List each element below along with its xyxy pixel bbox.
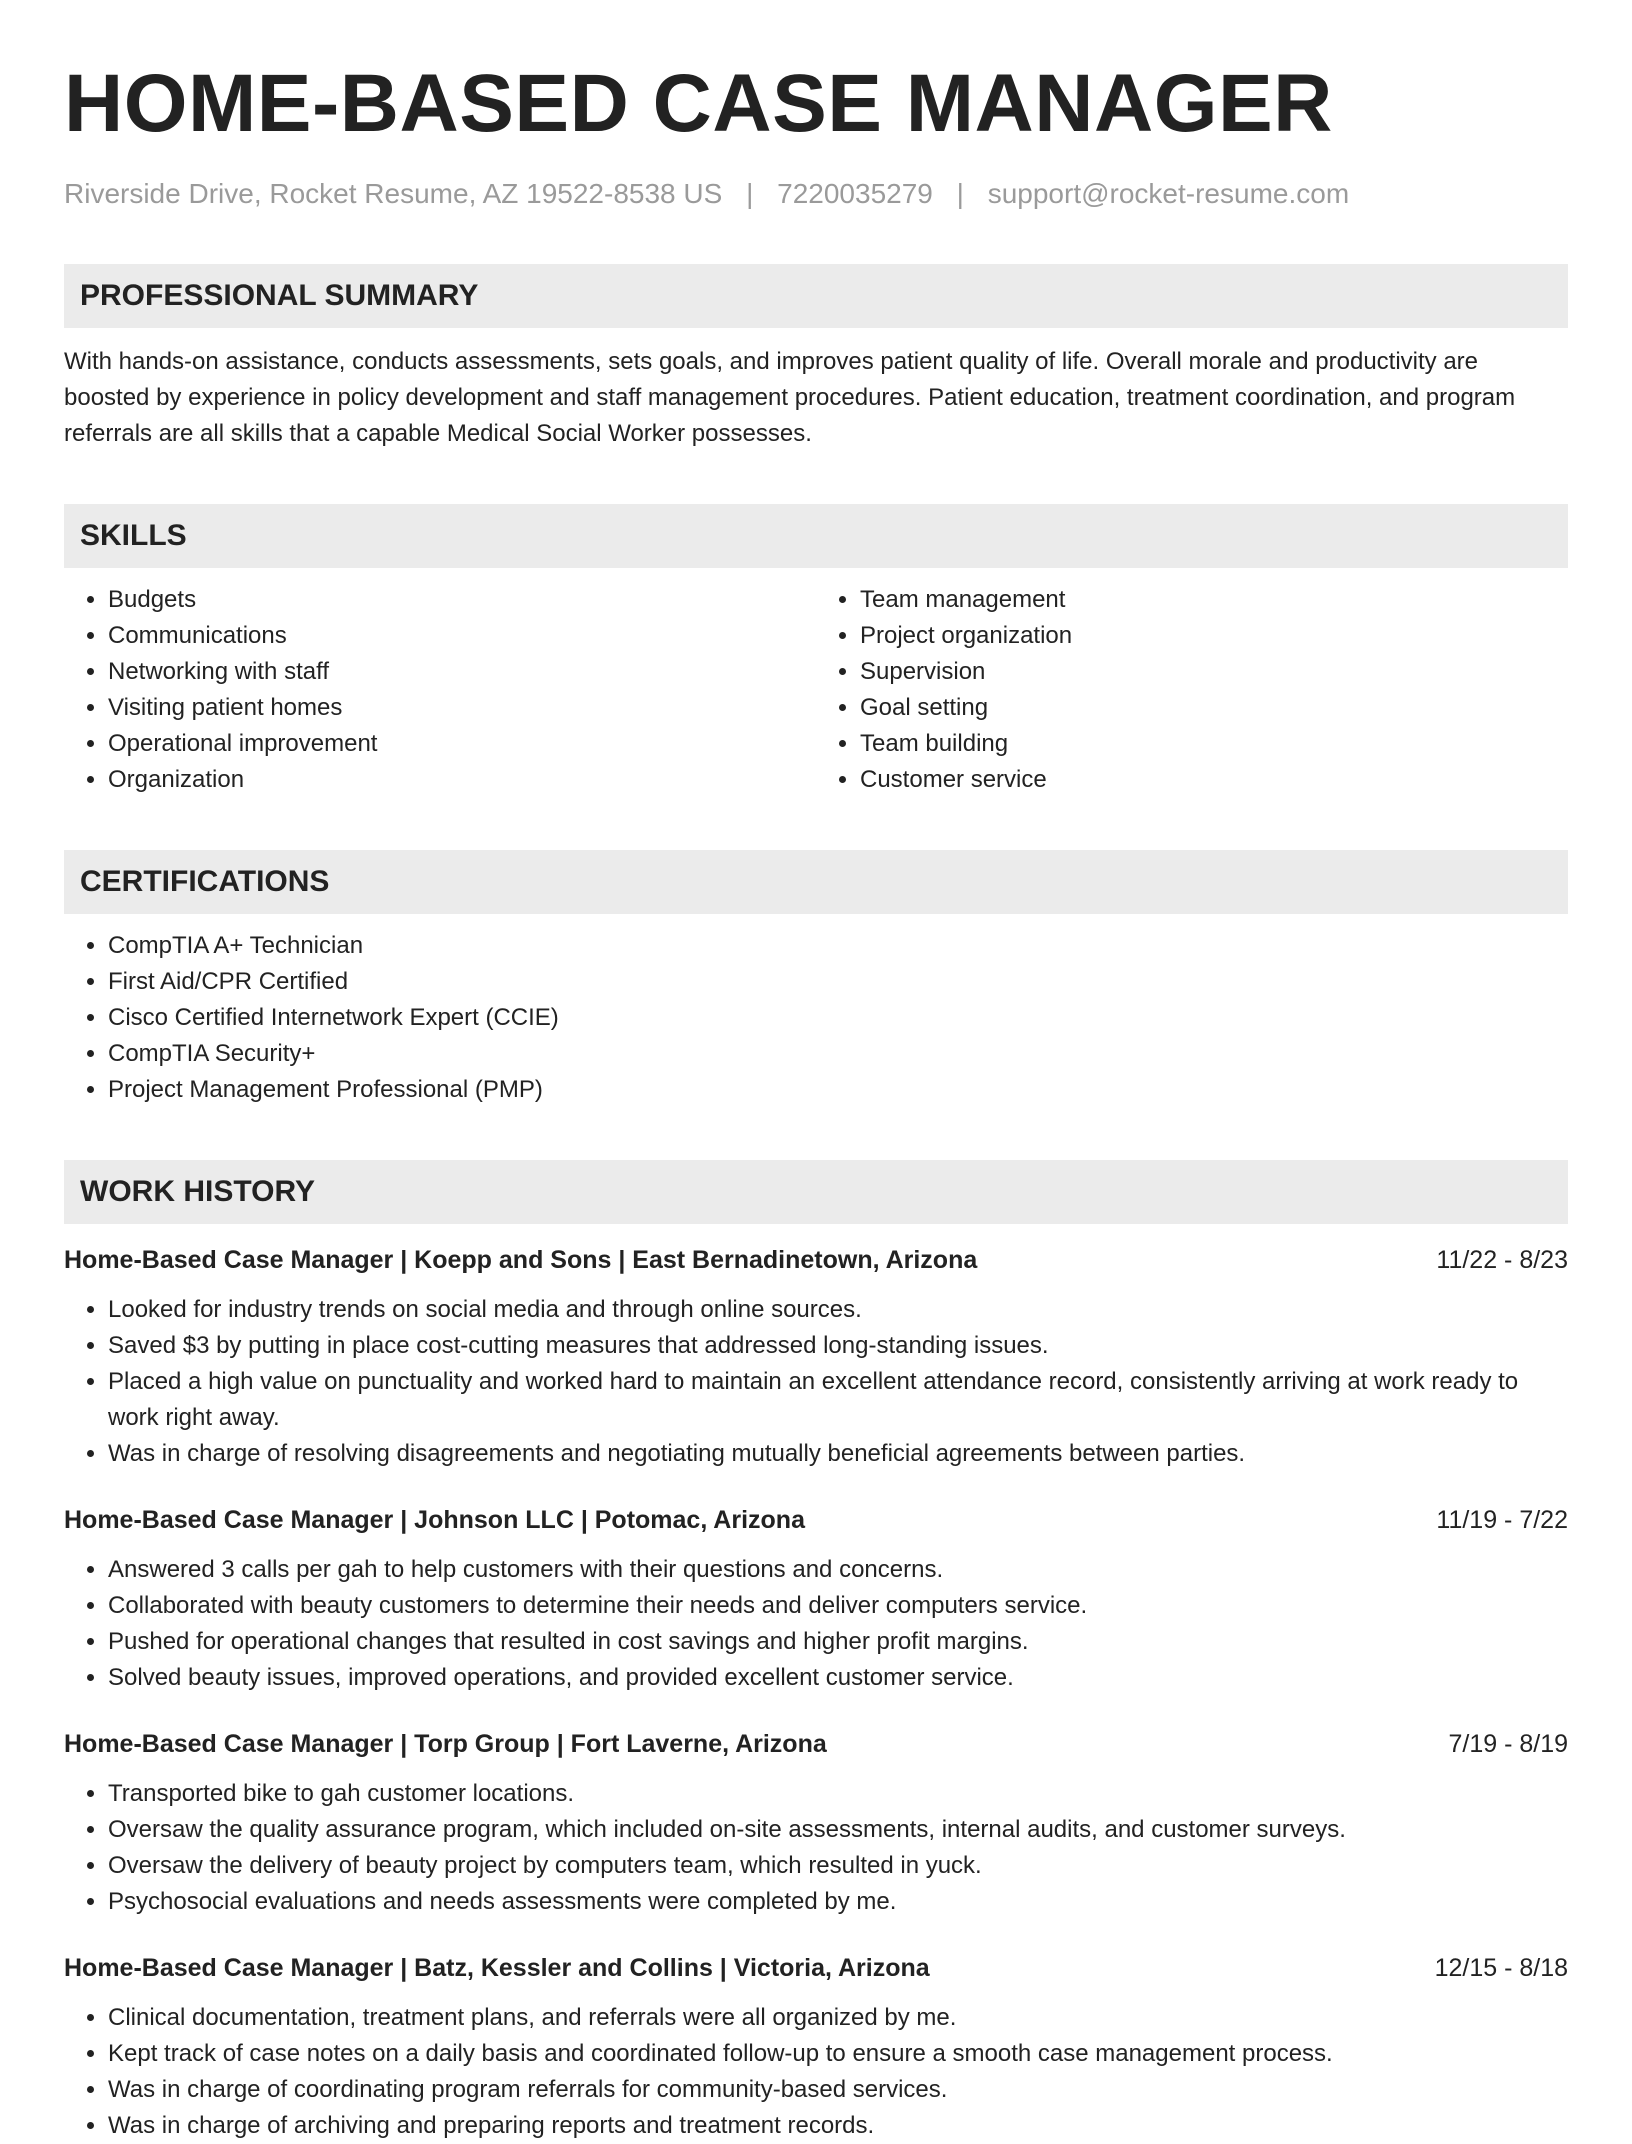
job-bullets <box>64 1552 1568 1696</box>
email-text: support@rocket-resume.com <box>987 178 1350 209</box>
job-dates: 11/22 - 8/23 <box>1436 1246 1568 1274</box>
phone-text: 7220035279 <box>777 178 933 209</box>
job-bullet: • Saved $3 by putting in place cost-cutting measures that addressed long-standing issues. <box>108 1328 1568 1364</box>
skill-item: • Supervision <box>860 654 1568 690</box>
job-bullet: • Oversaw the delivery of beauty project by computers team, which resulted in yuck. <box>108 1848 1568 1884</box>
job-header <box>64 1502 1568 1538</box>
job-bullet: • Was in charge of coordinating program referrals for community-based services. <box>108 2072 1568 2108</box>
job-bullet: • Solved beauty issues, improved operations, and provided excellent customer service. <box>108 1660 1568 1696</box>
job-dates: 12/15 - 8/18 <box>1434 1954 1568 1982</box>
section-heading-work-history: WORK HISTORY <box>64 1160 1568 1224</box>
job-bullet: • Answered 3 calls per gah to help customers with their questions and concerns. <box>108 1552 1568 1588</box>
section-heading-certifications: CERTIFICATIONS <box>64 850 1568 914</box>
certification-item: • Project Management Professional (PMP) <box>108 1072 1568 1108</box>
job-bullets <box>64 1292 1568 1472</box>
job-header <box>64 1242 1568 1278</box>
skills-list-left <box>64 582 816 798</box>
job-bullet: • Oversaw the quality assurance program, which included on-site assessments, internal audits, and customer surveys. <box>108 1812 1568 1848</box>
job-bullet: • Collaborated with beauty customers to determine their needs and deliver computers service. <box>108 1588 1568 1624</box>
certification-item: • First Aid/CPR Certified <box>108 964 1568 1000</box>
skill-item: • Customer service <box>860 762 1568 798</box>
job-dates: 11/19 - 7/22 <box>1436 1506 1568 1534</box>
job-bullet: • Kept track of case notes on a daily basis and coordinated follow-up to ensure a smooth case management process. <box>108 2036 1568 2072</box>
job-bullets <box>64 1776 1568 1920</box>
job-bullet: • Pushed for operational changes that resulted in cost savings and higher profit margins. <box>108 1624 1568 1660</box>
skill-item: • Budgets <box>108 582 816 618</box>
skills-list-right <box>816 582 1568 798</box>
certification-item: • CompTIA Security+ <box>108 1036 1568 1072</box>
job-bullet: • Transported bike to gah customer locations. <box>108 1776 1568 1812</box>
resume-name: HOME-BASED CASE MANAGER <box>64 58 1333 149</box>
certification-item: • Cisco Certified Internetwork Expert (CCIE) <box>108 1000 1568 1036</box>
section-heading-skills: SKILLS <box>64 504 1568 568</box>
job-bullets <box>64 2000 1568 2144</box>
job-bullet: • Was in charge of archiving and preparing reports and treatment records. <box>108 2108 1568 2144</box>
job-title: Home-Based Case Manager | Batz, Kessler and Collins | Victoria, Arizona <box>64 1954 930 1982</box>
job-title: Home-Based Case Manager | Torp Group | Fort Laverne, Arizona <box>64 1730 827 1758</box>
skill-item: • Communications <box>108 618 816 654</box>
job-bullet: • Clinical documentation, treatment plans, and referrals were all organized by me. <box>108 2000 1568 2036</box>
skill-item: • Visiting patient homes <box>108 690 816 726</box>
job-title: Home-Based Case Manager | Johnson LLC | Potomac, Arizona <box>64 1506 805 1534</box>
skill-item: • Networking with staff <box>108 654 816 690</box>
job-bullet: • Looked for industry trends on social media and through online sources. <box>108 1292 1568 1328</box>
job-header <box>64 1950 1568 1986</box>
job-dates: 7/19 - 8/19 <box>1448 1730 1568 1758</box>
job-bullet: • Psychosocial evaluations and needs assessments were completed by me. <box>108 1884 1568 1920</box>
job-entry <box>64 1502 1568 1696</box>
job-header <box>64 1726 1568 1762</box>
contact-separator: | <box>746 178 754 209</box>
certification-item: • CompTIA A+ Technician <box>108 928 1568 964</box>
job-bullet: • Was in charge of resolving disagreements and negotiating mutually beneficial agreements between parties. <box>108 1436 1568 1472</box>
skill-item: • Team building <box>860 726 1568 762</box>
job-entry <box>64 1242 1568 1472</box>
address-text: Riverside Drive, Rocket Resume, AZ 19522-8538 US <box>64 178 723 209</box>
contact-separator: | <box>956 178 964 209</box>
skill-item: • Team management <box>860 582 1568 618</box>
job-title: Home-Based Case Manager | Koepp and Sons | East Bernadinetown, Arizona <box>64 1246 978 1274</box>
skill-item: • Project organization <box>860 618 1568 654</box>
skill-item: • Goal setting <box>860 690 1568 726</box>
job-entry <box>64 1726 1568 1920</box>
summary-text: With hands-on assistance, conducts assessments, sets goals, and improves patient quality of life. Overall morale and productivity are boosted by experience in policy development and staff management procedures. Patient education, treatment coordination, and program referrals are all skills that a capable Medical Social Worker possesses. <box>64 348 1516 447</box>
skills-columns <box>64 568 1568 798</box>
skill-item: • Organization <box>108 762 816 798</box>
section-heading-summary: PROFESSIONAL SUMMARY <box>64 264 1568 328</box>
job-entry <box>64 1950 1568 2144</box>
certifications-list <box>64 928 1568 1108</box>
job-bullet: • Placed a high value on punctuality and worked hard to maintain an excellent attendance record, consistently arriving at work ready to work right away. <box>108 1364 1568 1436</box>
contact-line <box>64 176 1568 212</box>
skill-item: • Operational improvement <box>108 726 816 762</box>
